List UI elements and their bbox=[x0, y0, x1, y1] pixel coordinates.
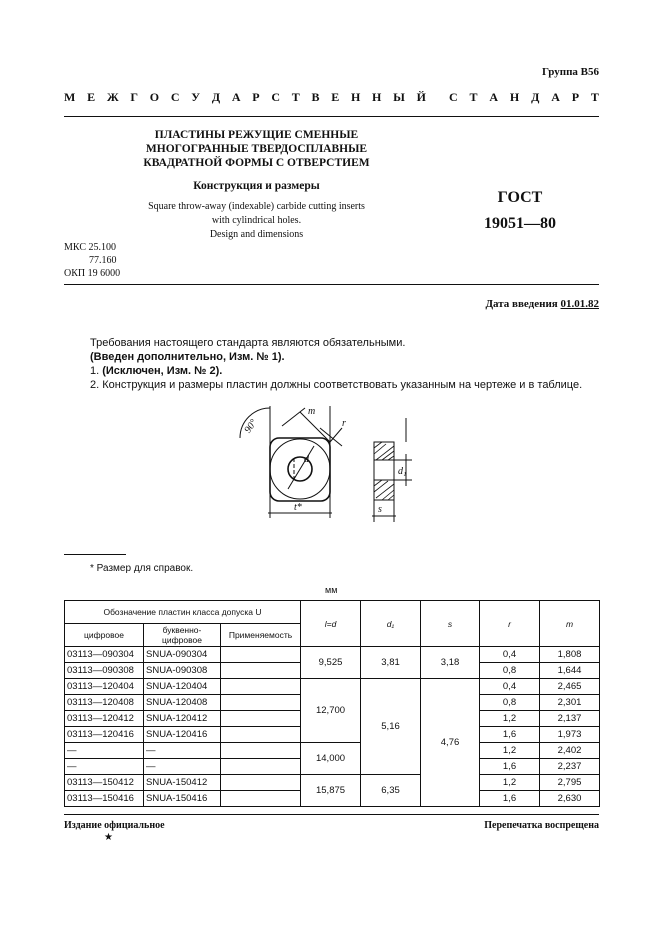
d1-label: d₁ bbox=[398, 466, 407, 477]
title-block bbox=[64, 128, 449, 242]
insert-drawing bbox=[230, 398, 420, 530]
unit-label: мм bbox=[325, 585, 338, 595]
banner-right-letter: Т bbox=[590, 90, 599, 104]
cell-letter: SNUA-120408 bbox=[144, 695, 221, 711]
cell-letter: SNUA-120416 bbox=[144, 727, 221, 743]
english-title-line-1: Square throw-away (indexable) carbide cutting inserts bbox=[148, 201, 365, 212]
header-s: s bbox=[421, 601, 480, 647]
dimensions-table bbox=[64, 600, 600, 807]
s-label: s bbox=[378, 504, 382, 515]
header-d1: d₁ bbox=[361, 601, 421, 647]
cell-letter: SNUA-090308 bbox=[144, 663, 221, 679]
cell-r: 0,4 bbox=[480, 679, 540, 695]
title-line-1: ПЛАСТИНЫ РЕЖУЩИЕ СМЕННЫЕ bbox=[154, 129, 359, 141]
banner-right-letter: С bbox=[449, 90, 458, 104]
cell-r: 1,2 bbox=[480, 775, 540, 791]
cell-r: 1,2 bbox=[480, 711, 540, 727]
cell-use bbox=[221, 679, 301, 695]
m-label: m bbox=[308, 406, 316, 417]
english-title bbox=[64, 200, 449, 242]
cell-use bbox=[221, 727, 301, 743]
cell-use bbox=[221, 695, 301, 711]
cell-digital: — bbox=[65, 743, 144, 759]
title-line-3: КВАДРАТНОЙ ФОРМЫ С ОТВЕРСТИЕМ bbox=[143, 157, 370, 169]
title-line-2: МНОГОГРАННЫЕ ТВЕРДОСПЛАВНЫЕ bbox=[145, 143, 368, 155]
banner-left-letter: Й bbox=[416, 90, 426, 104]
paragraph-1: Требования настоящего стандарта являются обязательными. bbox=[90, 337, 406, 349]
banner-right bbox=[449, 90, 599, 105]
cell-r: 1,2 bbox=[480, 743, 540, 759]
cell-ld: 15,875 bbox=[301, 775, 361, 807]
cell-d1: 6,35 bbox=[361, 775, 421, 807]
banner-right-letter: Р bbox=[571, 90, 580, 104]
mks-code-2: 77.160 bbox=[89, 255, 117, 266]
banner-left-letter: Т bbox=[291, 90, 300, 104]
paragraph-3: 1. (Исключен, Изм. № 2). bbox=[90, 365, 223, 377]
cell-r: 0,4 bbox=[480, 647, 540, 663]
gost-label: ГОСТ bbox=[497, 189, 543, 206]
cell-use bbox=[221, 711, 301, 727]
okp-code: ОКП 19 6000 bbox=[64, 268, 121, 279]
r-label: r bbox=[342, 418, 346, 429]
header-designation-group: Обозначение пластин класса допуска U bbox=[65, 601, 301, 624]
header-digital: цифровое bbox=[65, 624, 144, 647]
cell-use bbox=[221, 663, 301, 679]
cell-digital: — bbox=[65, 759, 144, 775]
header-m: m bbox=[540, 601, 600, 647]
cell-ld: 14,000 bbox=[301, 743, 361, 775]
mks-code: МКС 25.100 bbox=[64, 242, 116, 253]
banner-left bbox=[64, 90, 426, 105]
header-use: Применяемость bbox=[221, 624, 301, 647]
banner-left-letter: Р bbox=[252, 90, 260, 104]
paragraph-4: 2. Конструкция и размеры пластин должны соответствовать указанным на чертеже и в таблице. bbox=[90, 379, 583, 391]
banner-left-letter: Е bbox=[87, 90, 96, 104]
banner-left-letter: С bbox=[170, 90, 180, 104]
cell-d1: 3,81 bbox=[361, 647, 421, 679]
footer-rule bbox=[64, 814, 599, 815]
cell-ld: 12,700 bbox=[301, 679, 361, 743]
cell-letter: SNUA-090304 bbox=[144, 647, 221, 663]
table-row bbox=[65, 647, 600, 663]
cell-digital: 03113—150412 bbox=[65, 775, 144, 791]
banner-right-letter: Д bbox=[531, 90, 540, 104]
angle-label: 90° bbox=[242, 417, 260, 436]
group-code: Группа В56 bbox=[541, 66, 599, 78]
cell-m: 2,237 bbox=[540, 759, 600, 775]
section-rule bbox=[64, 284, 599, 285]
banner-right-letter: А bbox=[489, 90, 499, 104]
banner-left-letter: Е bbox=[331, 90, 340, 104]
banner-right-letter: А bbox=[551, 90, 560, 104]
gost-designation bbox=[460, 185, 580, 237]
intro-date-label: Дата введения bbox=[485, 298, 558, 310]
cell-m: 1,808 bbox=[540, 647, 600, 663]
table-row bbox=[65, 775, 600, 791]
cell-m: 1,973 bbox=[540, 727, 600, 743]
paragraph-3-text: (Исключен, Изм. № 2). bbox=[102, 365, 223, 377]
cell-m: 2,402 bbox=[540, 743, 600, 759]
footer-official: Издание официальное bbox=[64, 820, 165, 831]
header-r: r bbox=[480, 601, 540, 647]
footnote-rule bbox=[64, 554, 126, 555]
cell-letter: SNUA-150412 bbox=[144, 775, 221, 791]
banner-right-letter: Н bbox=[509, 90, 520, 104]
banner-left-letter: М bbox=[64, 90, 76, 104]
cell-m: 2,630 bbox=[540, 791, 600, 807]
table-row bbox=[65, 743, 600, 759]
footnote: * Размер для справок. bbox=[90, 563, 194, 574]
cell-digital: 03113—120412 bbox=[65, 711, 144, 727]
banner-left-letter: Ж bbox=[106, 90, 119, 104]
cell-digital: 03113—090304 bbox=[65, 647, 144, 663]
banner-left-letter: Г bbox=[130, 90, 139, 104]
cell-letter: — bbox=[144, 743, 221, 759]
cell-m: 2,137 bbox=[540, 711, 600, 727]
cell-letter: SNUA-120404 bbox=[144, 679, 221, 695]
gost-number: 19051—80 bbox=[484, 215, 556, 232]
cell-m: 1,644 bbox=[540, 663, 600, 679]
cell-m: 2,301 bbox=[540, 695, 600, 711]
header-ld: l=d bbox=[301, 601, 361, 647]
d-label: d bbox=[304, 454, 309, 465]
banner-left-letter: О bbox=[149, 90, 160, 104]
banner-left-letter: Н bbox=[350, 90, 361, 104]
paragraph-2: (Введен дополнительно, Изм. № 1). bbox=[90, 351, 285, 363]
english-title-line-2: with cylindrical holes. bbox=[211, 215, 302, 226]
intro-date bbox=[485, 298, 599, 310]
cell-digital: 03113—150416 bbox=[65, 791, 144, 807]
cell-m: 2,795 bbox=[540, 775, 600, 791]
cell-use bbox=[221, 647, 301, 663]
classification-codes bbox=[64, 241, 120, 280]
cell-use bbox=[221, 759, 301, 775]
cell-letter: SNUA-150416 bbox=[144, 791, 221, 807]
cell-use bbox=[221, 743, 301, 759]
cell-digital: 03113—120408 bbox=[65, 695, 144, 711]
cell-s: 4,76 bbox=[421, 679, 480, 807]
english-title-line-3: Design and dimensions bbox=[209, 229, 304, 240]
cell-r: 1,6 bbox=[480, 791, 540, 807]
header-rule bbox=[64, 116, 599, 117]
banner-left-letter: Д bbox=[211, 90, 221, 104]
cell-r: 0,8 bbox=[480, 695, 540, 711]
cell-use bbox=[221, 791, 301, 807]
table-row bbox=[65, 679, 600, 695]
cell-digital: 03113—120416 bbox=[65, 727, 144, 743]
cell-letter: — bbox=[144, 759, 221, 775]
banner-left-letter: В bbox=[311, 90, 320, 104]
cell-digital: 03113—090308 bbox=[65, 663, 144, 679]
banner-right-letter: Т bbox=[469, 90, 478, 104]
cell-r: 1,6 bbox=[480, 727, 540, 743]
banner-left-letter: Ы bbox=[393, 90, 405, 104]
cell-d1: 5,16 bbox=[361, 679, 421, 775]
cell-ld: 9,525 bbox=[301, 647, 361, 679]
cell-digital: 03113—120404 bbox=[65, 679, 144, 695]
t-label: t* bbox=[294, 502, 302, 513]
intro-date-value: 01.01.82 bbox=[560, 298, 599, 310]
banner-left-letter: С bbox=[271, 90, 280, 104]
footer-reprint: Перепечатка воспрещена bbox=[484, 820, 599, 831]
cell-m: 2,465 bbox=[540, 679, 600, 695]
banner-left-letter: У bbox=[191, 90, 201, 104]
cell-r: 1,6 bbox=[480, 759, 540, 775]
cell-letter: SNUA-120412 bbox=[144, 711, 221, 727]
cell-s: 3,18 bbox=[421, 647, 480, 679]
banner-left-letter: А bbox=[231, 90, 241, 104]
header-letter: буквенно-цифровое bbox=[144, 624, 221, 647]
banner-left-letter: Н bbox=[372, 90, 382, 104]
cell-r: 0,8 bbox=[480, 663, 540, 679]
star-mark: ★ bbox=[104, 832, 113, 843]
standard-banner bbox=[64, 90, 599, 105]
subtitle: Конструкция и размеры bbox=[193, 180, 320, 192]
cell-use bbox=[221, 775, 301, 791]
